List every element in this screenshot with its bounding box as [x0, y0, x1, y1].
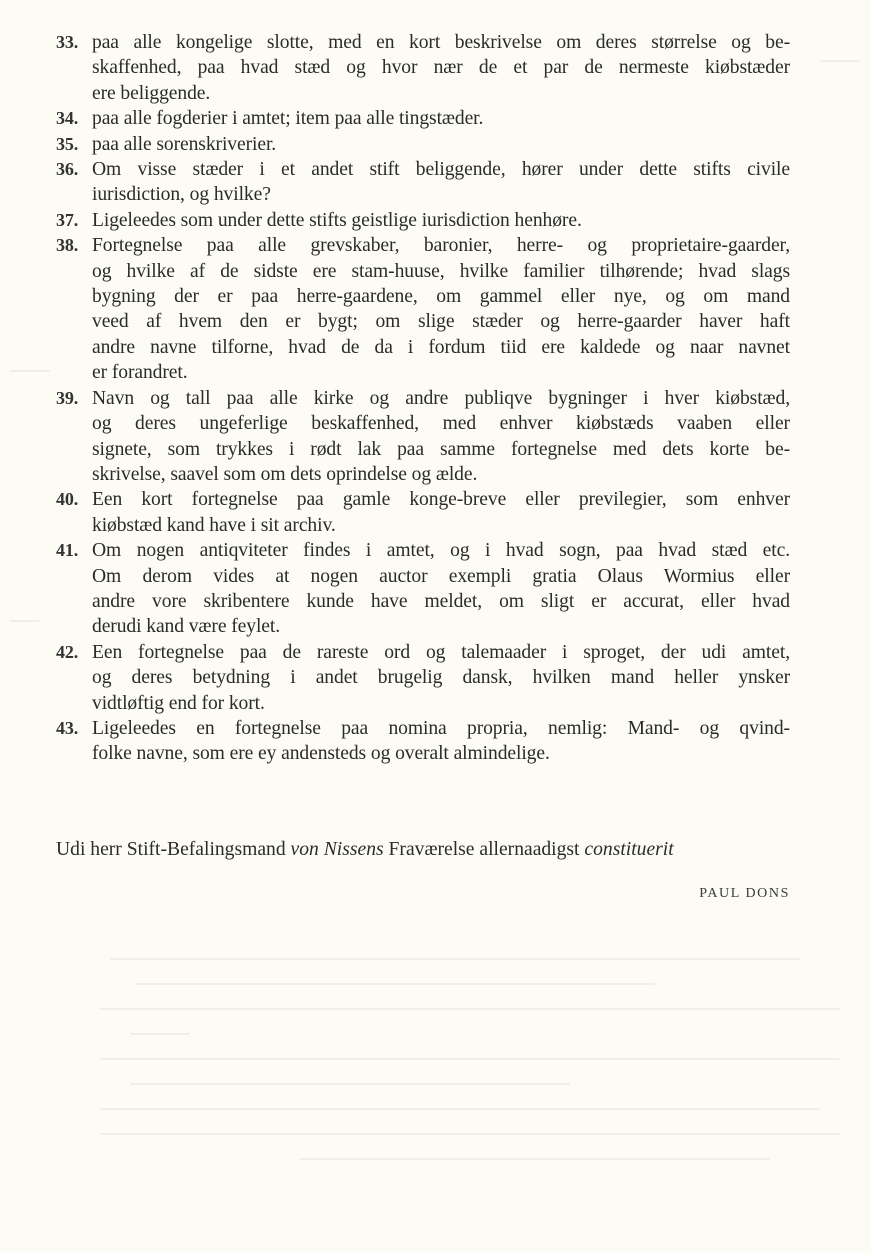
list-item	[0, 386, 790, 488]
item-text-line: andre vore skribentere kunde have meldet, om sligt er accurat, eller hvad	[92, 590, 790, 612]
item-text-line: veed af hvem den er bygt; om slige stæder og herre-gaarder haver haft	[92, 311, 790, 333]
item-text-line: kiøbstæd kand have i sit archiv.	[92, 514, 336, 536]
list-item	[0, 640, 790, 716]
list-item	[0, 716, 790, 767]
item-text-line: og deres betydning i andet brugelig dansk, hvilken mand heller ynsker	[92, 667, 790, 689]
item-text-line: bygning der er paa herre-gaardene, om gammel eller nye, og om mand	[92, 286, 790, 308]
item-number: 39.	[56, 387, 79, 408]
item-text-line: signete, som trykkes i rødt lak paa samme fortegnelse med dets korte be-	[92, 438, 790, 460]
list-item	[0, 538, 790, 640]
item-text-line: Om nogen antiqviteter findes i amtet, og i hvad sogn, paa hvad stæd etc.	[92, 540, 790, 562]
item-text-line: Een fortegnelse paa de rareste ord og talemaader i sproget, der udi amtet,	[92, 641, 790, 663]
list-item	[0, 487, 790, 538]
item-text-line: og hvilke af de sidste ere stam-huuse, hvilke familier tilhørende; hvad slags	[92, 260, 790, 282]
item-text-line: Om visse stæder i et andet stift beliggende, hører under dette stifts civile	[92, 159, 790, 181]
list-item	[0, 208, 790, 233]
item-number: 35.	[56, 133, 79, 154]
item-text-line: derudi kand være feylet.	[92, 616, 281, 638]
item-text-line: Om derom vides at nogen auctor exempli gratia Olaus Wormius eller	[92, 565, 790, 587]
item-number: 40.	[56, 489, 79, 510]
item-text-line: og deres ungeferlige beskaffenhed, med enhver kiøbstæds vaaben eller	[92, 413, 790, 435]
closing-text-1: Udi herr Stift-Befalingsmand	[56, 839, 291, 860]
closing-text-2: Fraværelse allernaadigst	[383, 839, 585, 860]
item-text-line: paa alle kongelige slotte, med en kort beskrivelse om deres størrelse og be-	[92, 32, 790, 53]
item-text-line: Ligeleedes som under dette stifts geistlige iurisdiction henhøre.	[92, 209, 582, 231]
item-number: 33.	[56, 32, 79, 52]
item-number: 37.	[56, 209, 79, 230]
item-text-line: iurisdiction, og hvilke?	[92, 184, 271, 206]
list-item	[0, 233, 790, 385]
list-item	[0, 132, 790, 157]
item-text-line: er forandret.	[92, 362, 188, 384]
list-item	[0, 157, 790, 208]
item-text-line: Een kort fortegnelse paa gamle konge-breve eller previlegier, som enhver	[92, 489, 790, 511]
item-text-line: Fortegnelse paa alle grevskaber, baronier, herre- og proprietaire-gaarder,	[92, 235, 790, 257]
item-number: 41.	[56, 540, 79, 561]
item-number: 36.	[56, 159, 79, 180]
item-text-line: vidtløftig end for kort.	[92, 692, 265, 714]
item-text-line: andre navne tilforne, hvad de da i fordum tiid ere kaldede og naar navnet	[92, 336, 790, 358]
list-item	[0, 30, 790, 106]
item-text-line: folke navne, som ere ey andensteds og overalt almindelige.	[92, 743, 550, 765]
item-number: 43.	[56, 717, 79, 738]
signature: PAUL DONS	[699, 886, 790, 901]
item-text-line: skrivelse, saavel som om dets oprindelse og ælde.	[92, 463, 478, 485]
closing-name-italic: von Nissens	[290, 839, 384, 860]
item-text-line: paa alle fogderier i amtet; item paa alle tingstæder.	[92, 108, 484, 130]
closing-statement	[56, 837, 674, 862]
list-item	[0, 106, 790, 131]
numbered-list	[0, 30, 871, 767]
item-text-line: Ligeleedes en fortegnelse paa nomina propria, nemlig: Mand- og qvind-	[92, 717, 790, 739]
closing-constituerit-italic: constituerit	[584, 839, 674, 860]
item-text-line: Navn og tall paa alle kirke og andre publiqve bygninger i hver kiøbstæd,	[92, 387, 790, 409]
item-number: 42.	[56, 641, 79, 662]
item-text-line: paa alle sorenskriverier.	[92, 133, 277, 155]
item-text-line: skaffenhed, paa hvad stæd og hvor nær de et par de nermeste kiøbstæder	[92, 57, 790, 79]
item-number: 34.	[56, 108, 79, 129]
item-number: 38.	[56, 235, 79, 256]
item-text-line: ere beliggende.	[92, 82, 211, 104]
